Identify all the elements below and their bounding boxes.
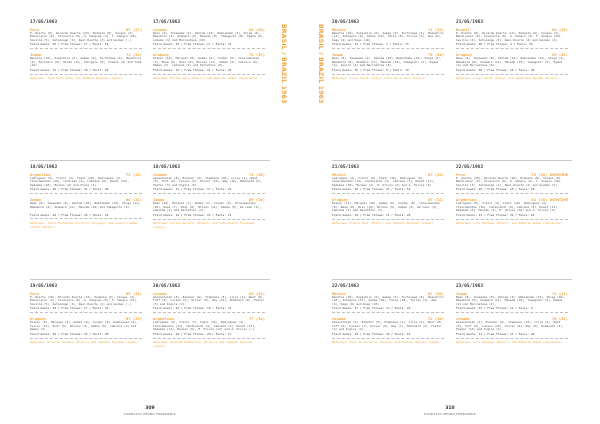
team-roster: Galandrolph (6), Blacker (5), Stephens (4), Lilje (4), West (8), Tuff (6), Larson (7), Oliver (8), Way (7), McDonald (4), Foster (4) and Inglis (4).	[332, 320, 444, 332]
game-card	[456, 20, 568, 81]
game-date: 20/05/1963	[153, 284, 181, 289]
team-roster: Lodreguez (6), Traill (4), Tosti (10), Dominguez (4), Chiaramontes (16), Condorandi (4), Labiana (6), Roset (11), Dedomas (6), Monzon (4), H. Olivia (10) and A. Olivia (3).	[456, 201, 559, 213]
team-roster: E. Duarte (10), Ricardo Duarte (12), Podesta (6), Vargas (4), Benalcazar (4), Chiarella (6), A. Sangiao (6), T. Sangio (12), Sevilla (5), Sotolongo (4), Raul Duarte (4) and Guzman (-).	[30, 294, 138, 306]
section-divider	[332, 279, 572, 280]
team-roster: Nasu (8), Tazawako (8), Oshima (6), Wabishamu (12), Shiga (10), Nakamura (6), Okamara (11), Masuda (10), Yamaguchi (6), Egawa (2) and Morinatuse (4).	[456, 294, 566, 306]
team-score: 84 (45)	[551, 26, 568, 32]
referees-line: Referees: Oswaldo Dedominizi (Brazil) and Takeshi Motones (Japan).	[153, 340, 253, 348]
referees-line: Referees: Carlos Guzetti (Brazil) and Tatsuhyoshi Furukawa (Japan).	[153, 221, 254, 229]
team-roster: Lodreguez (4), Traill (6), Tosti (10), Dominguez (6), Chiaramontes (14), Condorandi (4), Labiana (4), Roset (11), Dedomas (10), Monzon (2), H. Olivia (2) and A. Olivia (6).	[332, 175, 435, 187]
team-stats: Field Goals: 31 / Free Throws: 11 / Fouls: 20	[456, 333, 568, 339]
referees-line: Referees: Luiz Marques (Brazil) and Roberto Gomez (Venezuela).	[456, 340, 564, 345]
team-roster: Plauer (12), Marquez (10), Gomez (6), Cunder (6), Chiaramontes (6), Rosa (8), Rial (12), Blixen (9), Gadea (4), De Leon (4), Labiana (4) and Deltafior (3).	[332, 201, 440, 213]
team-name: Brazil	[456, 26, 470, 32]
game-card	[456, 284, 568, 345]
game-card	[30, 165, 142, 230]
team-name: Mexico	[332, 26, 346, 32]
team-score: 72 (30)	[427, 316, 444, 322]
referees-line: Referees: Jack Fork (USA) and Takeshi Motones (Japan).	[30, 76, 124, 81]
team-score: 68 (31)	[125, 197, 142, 203]
team-stats: Field Goals: 31 / Free Throws: 17 / Fouls: 21	[153, 188, 265, 194]
section-divider	[30, 160, 270, 161]
team-stats: Field Goals: 32 / Free Throws: 7 / Fouls: 15	[332, 43, 444, 49]
team-stats: Field Goals: 40 / Free Throws: 4 / Fouls: 24	[456, 43, 568, 49]
team-stats: Field Goals: 31 / Free Throws: 12 / Fouls: 9	[456, 307, 568, 313]
team-name: Japan	[30, 52, 42, 58]
team-score: 65 (32)	[427, 197, 444, 203]
team-score: 67 (34)	[427, 171, 444, 177]
game-date: 21/05/1963	[456, 20, 484, 25]
team-score: 67 (29)	[125, 316, 142, 322]
referees-line: Referees: Luigi Conda (Italy) and Agostinho Galvão (Brazil).	[456, 76, 561, 81]
game-date: 18/05/1963	[30, 165, 58, 170]
referees-line: Referees: Milton Agra (Brazil) and Roberto Gomez (Venezuela).	[153, 76, 260, 81]
team-stats: Field Goals: 26 / Free Throws: 15 / Fouls: 20	[30, 333, 142, 339]
team-stats: Field Goals: 25 / Free Throws: 17 / Fouls: 19	[30, 43, 142, 49]
team-score: 79 (38) OVERTIME	[531, 171, 568, 177]
team-name: Uruguay	[30, 316, 47, 322]
game-date: 22/05/1963	[332, 284, 360, 289]
team-roster: Nenotia (10), Osakihiro (6), Gomeo (6), Fuchizawa (4), Okasihiro (11), Ishigoro (6), Gadea (10), Falla (8), Torres (1), Zwa (6), Vega (6) and Rugo (10).	[332, 30, 444, 42]
game-card	[30, 284, 142, 345]
game-card	[153, 284, 265, 349]
game-date: 23/05/1963	[456, 284, 484, 289]
team-roster: E. Duarte (8), Ricardo Duarte (10), Podesta (8), Vargas (4), Benalcazar (6), Chiarella (6), A. Sangiao (4), T. Sangio (10), Sevilla (5), Sotolongo (4), Raul Duarte (2) and Guzman (-).	[30, 30, 138, 42]
game-date: 17/05/1963	[153, 20, 181, 25]
team-stats: Field Goals: 24 / Free Throws: 21 / Fouls: 23	[153, 69, 265, 75]
team-roster: Lodreguez (2), Traill (7), Tosti (12), Dominguez (4), Chiaramontes (11), Condorandi (4), Labiana (6), Roset (11), Dedomas (11), Monzon (5), H. Olivia (12) and A. Olivia (-).	[153, 320, 256, 332]
game-date: 18/05/1963	[153, 165, 181, 170]
team-stats: Field Goals: 23 / Free Throws: 17 / Fouls: 27	[153, 43, 265, 49]
team-name: Peru	[30, 290, 40, 296]
team-name: Peru	[30, 26, 40, 32]
team-stats: Field Goals: 20 / Free Throws: 19 / Fouls: 26	[456, 69, 568, 75]
team-stats: Field Goals: 24 / Free Throws: 21 / Fouls: 21	[153, 214, 265, 220]
game-card	[332, 165, 444, 226]
team-score: 67 (30)	[427, 290, 444, 296]
game-date: 17/05/1963	[30, 20, 58, 25]
team-roster: Galandrolph (8), Blacker (6), Stephens (8), Lilje (4), West (6), Tuff (8), Larson (5), Oliver (8), Way (16), McDonald (6), Foster (5) and Inglis (2).	[153, 294, 265, 306]
referees-line: Referees: Franco Cost (Brazil) and Takeshi Motones (Japan).	[332, 221, 435, 226]
game-card	[332, 20, 444, 81]
team-name: Canada	[153, 290, 167, 296]
team-stats: Field Goals: 26 / Free Throws: 16 / Fouls: 23	[30, 214, 142, 220]
team-name: Uruguay	[332, 197, 349, 203]
team-roster: Galandrolph (2), Blacker (6), Stephens (12), Lilje (4), West (6), Tuff (6), Larson (10), Oliver (8), Way (6), McDonald (4), Foster (10) and Inglis (4).	[456, 320, 564, 332]
team-score: 72 (33)	[248, 52, 265, 58]
team-name: Mexico	[332, 171, 346, 177]
section-divider	[30, 279, 270, 280]
team-name: Argentina	[456, 197, 477, 203]
team-score: 78 (34)	[427, 52, 444, 58]
team-name: Peru	[456, 171, 466, 177]
team-name: Uruguay	[456, 52, 473, 58]
team-stats: Field Goals: 26 / Free Throws: 27 / Fouls: 16	[332, 188, 444, 194]
team-score: 77 (34)	[248, 316, 265, 322]
team-roster: Nasu (8), Tazawako (2), Oshima (12), Wabishamu (12), Shiga (2), Nakamura (8), Okamara (11), Masuda (10), Yamaguchi (4), Egawa (4), Ansiro (4) and Morinatuse (6).	[332, 56, 442, 68]
team-score: 74 (41)	[551, 290, 568, 296]
game-date: 21/05/1963	[332, 165, 360, 170]
page-footer	[0, 406, 300, 416]
team-score: 64 (30)	[248, 26, 265, 32]
team-stats: Field Goals: 31 / Free Throws: 10 / Fouls: 19	[30, 69, 142, 75]
team-roster: Lodreguez (4), Traill (4), Tosti (10), Dominguez (4), Chiaramontes (16), Cardiosa (4), Labiana (6), Roset (14), Dedomas (10), Monzon (2) and Olaro (3).	[30, 175, 130, 187]
team-score: 67 (27)	[125, 26, 142, 32]
referees-line: Referees: Jolio Fernandez Portillo (Uruguay) and Leandro Gomez Cortez (Brazil).	[30, 220, 138, 229]
team-roster: Galandrolph (8), Blacker (4), Stephens (10), Lilje (4), West (6), Tuff (6), Larson (5), Oliver (10), Way (16), McDonald (6), Foster (3) and Inglis (5).	[153, 175, 263, 187]
referees-line: Referees: Jose de Oliveira (Brazil) and Toshiki Motosu (Japan).	[332, 340, 442, 345]
team-name: Japan	[456, 290, 468, 296]
team-name: Japan	[30, 197, 42, 203]
team-roster: Nasu (6), Tazawako (6), Oshima (10), Wabishamu (12), Shiga (11), Nakamura (4), Okamara (11), Masuda (10) and Yamaguchi (4).	[30, 201, 142, 209]
game-date: 19/05/1963	[30, 284, 58, 289]
team-stats: Field Goals: 24 / Free Throws: 19 / Fouls: 27	[153, 307, 265, 313]
team-stats: Field Goals: 24 / Free Throws: 15 / Fouls: 29	[332, 214, 444, 220]
referees-line: Referees: Luiz Marques (Brazil) and Roberto Gomez (Venezuela).	[456, 221, 564, 226]
team-name: Argentina	[30, 171, 51, 177]
side-label-left: BRASIL / BRAZIL 1963	[280, 24, 287, 104]
side-label-right: BRASIL / BRAZIL 1963	[317, 24, 324, 104]
team-roster: Nasu (8), Tazawako (8), Oshima (12), Wabishamu (12), Shiga (2), Nakamura (8), Okamara (11), Masuda (10), Yamaguchi (2), Egawa (4) and Morinatuse (6).	[456, 56, 566, 68]
team-name: Canada	[456, 316, 470, 322]
team-roster: Nenotia (10), Osakihiro (6), Gomeo (6), Fuchizawa (4), Okasihiro (6), Kurihara (9), Ukima (11), Ishigoro (8), Funato (2) and Yoda (10).	[30, 56, 142, 68]
team-roster: Nasu (14), Marquez (7), Gomez (7), Cunder (6), Chiaramontes (10), Rosa (7), Rial (8), Blixen (11), Gadea (5), De Leon (4), Labiana (4) and Deltafior (3).	[153, 201, 261, 213]
team-score: 73 (38)	[248, 171, 265, 177]
game-card	[153, 165, 265, 230]
team-stats: Field Goals: 29 / Free Throws: 10 / Fouls: 15	[332, 333, 444, 339]
game-date: 20/05/1963	[332, 20, 360, 25]
team-name: Uruguay	[153, 52, 170, 58]
page-footer	[300, 406, 600, 416]
game-card	[30, 20, 142, 81]
team-stats: Field Goals: 35 / Free Throws: 8 / Fouls: 19	[332, 69, 444, 75]
game-card	[153, 20, 265, 81]
team-stats: Field Goals: 24 / Free Throws: 17 / Fouls: 22	[30, 307, 142, 313]
team-name: Argentina	[153, 316, 174, 322]
team-roster: Plauer (10), Marquez (8), Gomez (6), Cunder (6), Chiaramontes (2), Rosa (6), Rial (8), Blixen (11), Gadea (4), Cabrera (6), Ramos (2), Labiana (4) and Deltafior (6).	[153, 56, 260, 68]
team-name: Canada	[153, 171, 167, 177]
publisher-name: FUNDACIÓ PEDRO FERRÁNDIZ	[124, 412, 176, 416]
section-divider	[332, 160, 572, 161]
game-card	[456, 165, 568, 226]
team-name: Canada	[153, 26, 167, 32]
game-card	[332, 284, 444, 345]
team-name: Canada	[332, 316, 346, 322]
page-number: 310	[445, 406, 455, 411]
publisher-name: FUNDACIÓ PEDRO FERRÁNDIZ	[424, 412, 476, 416]
team-score: 59 (31)	[551, 52, 568, 58]
team-stats: Field Goals: 24 / Free Throws: 29 / Fouls: 17	[153, 333, 265, 339]
team-roster: Rein (4), Tazawako (2), Oshima (12), Wabishamu (4), Shiga (6), Nakamura (4), Okamara (2), Masuda (8), Yamaguchi (8), Egawa (6), Limome (4) and Morinatuse (10).	[153, 30, 265, 42]
game-date: 22/05/1963	[456, 165, 484, 170]
page-number: 309	[145, 406, 155, 411]
team-score: 70 (32)	[551, 316, 568, 322]
team-score: 65 (31)	[125, 290, 142, 296]
team-score: 73 (34)	[125, 171, 142, 177]
team-stats: Field Goals: 27 / Free Throws: 13 / Fouls: 22	[332, 307, 444, 313]
right-page	[300, 0, 600, 424]
team-score: 63 (31)	[248, 290, 265, 296]
team-name: Mexico	[332, 290, 346, 296]
referees-line: Referees: Luigi Conda (Italy) and Franco Cost (Brazil).	[332, 76, 428, 81]
team-roster: E. Duarte (8), Ricardo Duarte (12), Podesta (6), Vargas (4), Benalcazar (6), Chiarella (6), A. Sangio (4), T. Sangio (10), Sevilla (5), Sotolongo (4), Raul Duarte (4) and Guzman (4).	[456, 30, 563, 42]
team-stats: Field Goals: 26 / Free Throws: 21 / Fouls: 20	[30, 188, 142, 194]
team-name: Japan	[153, 197, 165, 203]
team-roster: Plauer (8), Marquez (9), Gomez (8), Cunder (6), Dominguez (4), Ferrer (12), Rial (6), Blixen (4), Gadea (6), Cabrera (4) and Ramos (2).	[30, 320, 138, 332]
referees-line: Referees: Orlando Talzano (Brazil) and Takeshi Fonsboa (Japan).	[30, 340, 140, 345]
team-name: Japan	[332, 52, 344, 58]
team-roster: Nenotia (10), Osakihiro (6), Gomeo (6), Fuchizawa (6), Okasihiro (10), Ishigoro (11), Gadea (10), Falla (10), Torres (1), Zwa (6), Vega (6) and Rugo (10).	[332, 294, 444, 306]
team-score: 71 (33)	[427, 26, 444, 32]
team-score: 72 (34)	[125, 52, 142, 58]
team-stats: Field Goals: 31 / Free Throws: 22 / Fouls: 16	[456, 214, 568, 220]
team-score: 69 (36)	[248, 197, 265, 203]
team-score: 84 (35) OVERTIME	[531, 197, 568, 203]
team-stats: Field Goals: 26 / Free Throws: 16 / Fouls: 18	[456, 188, 568, 194]
team-roster: E. Duarte (10), Ricardo Duarte (10), Podesta (8), Vargas (6), Benalcazar (6), Chiarella (6), A. Sangio (4), T. Sangio (10), Sevilla (5), Sotolongo (4), Raul Duarte (2) and Guzman (5).	[456, 175, 563, 187]
